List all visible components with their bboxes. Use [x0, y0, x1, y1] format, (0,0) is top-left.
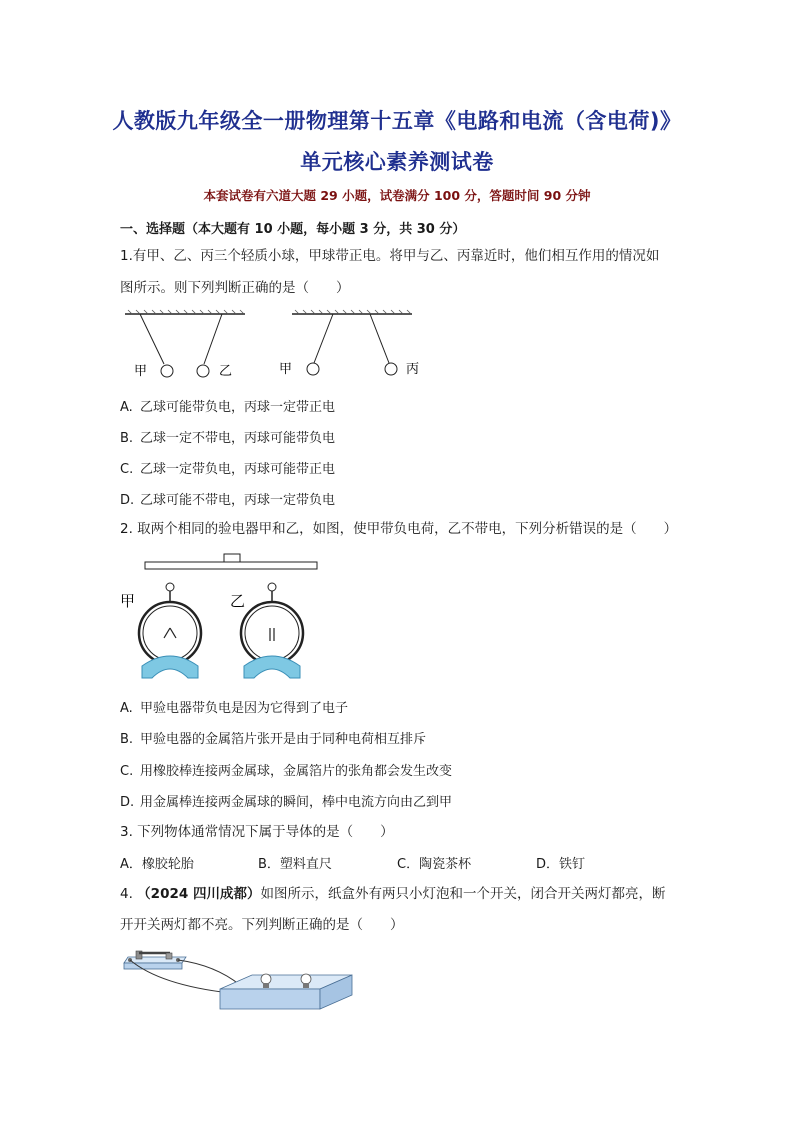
- q1-option-b[interactable]: B. 乙球一定不带电，丙球可能带负电: [120, 431, 336, 446]
- exam-note: 本套试卷有六道大题 29 小题，试卷满分 100 分，答题时间 90 分钟: [203, 188, 591, 203]
- q2-option-a[interactable]: A. 甲验电器带负电是因为它得到了电子: [120, 701, 349, 716]
- q3-option-c[interactable]: C．陶瓷茶杯: [397, 857, 472, 872]
- ball-jia-left: [161, 365, 173, 377]
- ball-jia-right: [307, 363, 319, 375]
- ball-bing: [385, 363, 397, 375]
- ball-yi: [197, 365, 209, 377]
- q3-option-d[interactable]: D．铁钉: [536, 857, 586, 872]
- question-2-figure: [120, 548, 330, 683]
- question-4-source: （2024 四川成都）: [137, 886, 261, 902]
- section-heading: 一、选择题（本大题有 10 小题，每小题 3 分，共 30 分）: [120, 222, 466, 237]
- q2-option-d[interactable]: D. 用金属棒连接两金属球的瞬间，棒中电流方向由乙到甲: [120, 795, 453, 810]
- page-subtitle: 单元核心素养测试卷: [300, 150, 494, 174]
- page-title: 人教版九年级全一册物理第十五章《电路和电流（含电荷)》: [112, 109, 682, 133]
- label-jia-left: 甲: [134, 364, 148, 379]
- question-4-text-a: 4. （2024 四川成都）如图所示，纸盒外有两只小灯泡和一个开关，闭合开关两灯都亮，断: [120, 886, 666, 902]
- question-3-text: 3. 下列物体通常情况下属于导体的是（ ）: [120, 824, 394, 840]
- label-jia: 甲: [120, 592, 136, 610]
- q1-option-a[interactable]: A. 乙球可能带负电，丙球一定带正电: [120, 400, 336, 415]
- label-jia-right: 甲: [279, 362, 293, 377]
- label-yi: 乙: [230, 592, 246, 610]
- label-bing: 丙: [406, 362, 420, 377]
- question-1-text-a: 1.有甲、乙、丙三个轻质小球，甲球带正电。将甲与乙、丙靠近时，他们相互作用的情况如: [120, 248, 660, 264]
- question-4-figure: [120, 945, 360, 1020]
- q1-option-c[interactable]: C. 乙球一定带负电，丙球可能带正电: [120, 462, 336, 477]
- q3-option-a[interactable]: A．橡胶轮胎: [120, 857, 194, 872]
- question-1-text-b: 图所示。则下列判断正确的是（ ）: [120, 280, 350, 296]
- q2-option-b[interactable]: B. 甲验电器的金属箔片张开是由于同种电荷相互排斥: [120, 732, 427, 747]
- label-yi: 乙: [219, 364, 233, 379]
- q1-option-d[interactable]: D. 乙球可能不带电，丙球一定带负电: [120, 493, 336, 508]
- question-4-text-b: 开开关两灯都不亮。下列判断正确的是（ ）: [120, 917, 404, 933]
- q2-option-c[interactable]: C. 用橡胶棒连接两金属球，金属箔片的张角都会发生改变: [120, 764, 453, 779]
- question-1-figure: [120, 308, 420, 388]
- question-2-text: 2. 取两个相同的验电器甲和乙，如图，使甲带负电荷，乙不带电，下列分析错误的是（ ）: [120, 521, 678, 537]
- q3-option-b[interactable]: B．塑料直尺: [258, 857, 332, 872]
